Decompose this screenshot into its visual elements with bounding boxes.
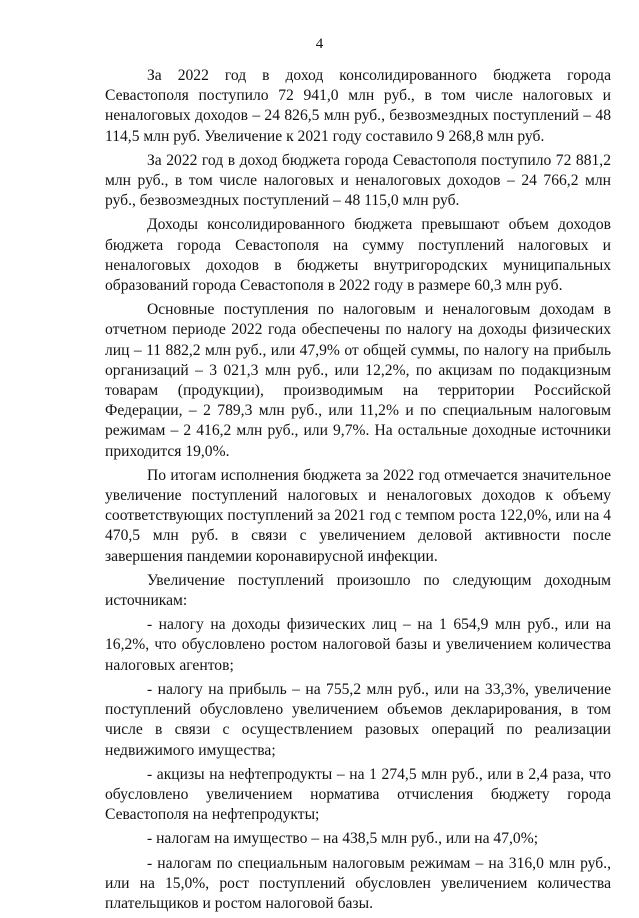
page-number: 4 <box>315 36 324 52</box>
paragraph-consolidated-budget-revenue: За 2022 год в доход консолидированного бюджета города Севастополя поступило 72 941,0 млн руб., в том числе налоговых и неналоговых доходов – 24 826,5 млн руб., безвозмездных поступлений – 48 114,5 млн руб. Увеличение к 2021 году составило 9 268,8 млн руб. <box>105 67 611 145</box>
list-item-personal-income-tax: - налогу на доходы физических лиц – на 1 654,9 млн руб., или на 16,2%, что обусловлено ростом налоговой базы и увеличением количества налоговых агентов; <box>105 616 611 674</box>
paragraph-main-tax-revenues: Основные поступления по налоговым и неналоговым доходам в отчетном периоде 2022 года обеспечены по налогу на доходы физических лиц – 11 882,2 млн руб., или 47,9% от общей суммы, по налогу на прибыль организаций – 3 021,3 млн руб., или 12,2%, по акцизам по подакцизным товарам (продукции), производимым на территории Российской Федерации, – 2 789,3 млн руб., или 11,2% и по специальным налоговым режимам – 2 416,2 млн руб., или 9,7%. На остальные доходные источники приходится 19,0%. <box>105 301 611 460</box>
list-item-special-tax-regimes: - налогам по специальным налоговым режимам – на 316,0 млн руб., или на 15,0%, рост поступлений обусловлен увеличением количества плательщиков и ростом налоговой базы. <box>105 854 611 912</box>
document-body <box>105 66 611 918</box>
paragraph-revenue-difference: Доходы консолидированного бюджета превышают объем доходов бюджета города Севастополя на сумму поступлений налоговых и неналоговых доходов в бюджеты внутригородских муниципальных образований города Севастополя в 2022 году в размере 60,3 млн руб. <box>105 216 611 295</box>
paragraph-revenue-growth: По итогам исполнения бюджета за 2022 год отмечается значительное увеличение поступлений налоговых и неналоговых доходов к объему соответствующих поступлений за 2021 год с темпом роста 122,0%, или на 4 470,5 млн руб. в связи с увеличением деловой активности после завершения пандемии коронавирусной инфекции. <box>105 466 611 565</box>
paragraph-city-budget-revenue: За 2022 год в доход бюджета города Севастополя поступило 72 881,2 млн руб., в том числе налоговых и неналоговых доходов – 24 766,2 млн руб., безвозмездных поступлений – 48 115,0 млн руб. <box>105 151 611 210</box>
list-item-fuel-excise: - акцизы на нефтепродукты – на 1 274,5 млн руб., или в 2,4 раза, что обусловлено увеличением норматива отчисления бюджету города Севастополя на нефтепродукты; <box>105 765 611 824</box>
list-item-profit-tax: - налогу на прибыль – на 755,2 млн руб., или на 33,3%, увеличение поступлений обусловлено увеличением объемов декларирования, в том числе в связи с осуществлением разовых операций по реализации недвижимого имущества; <box>105 680 611 759</box>
list-item-property-tax: - налогам на имущество – на 438,5 млн руб., или на 47,0%; <box>147 830 539 848</box>
paragraph-growth-sources-intro: Увеличение поступлений произошло по следующим доходным источникам: <box>105 571 611 610</box>
